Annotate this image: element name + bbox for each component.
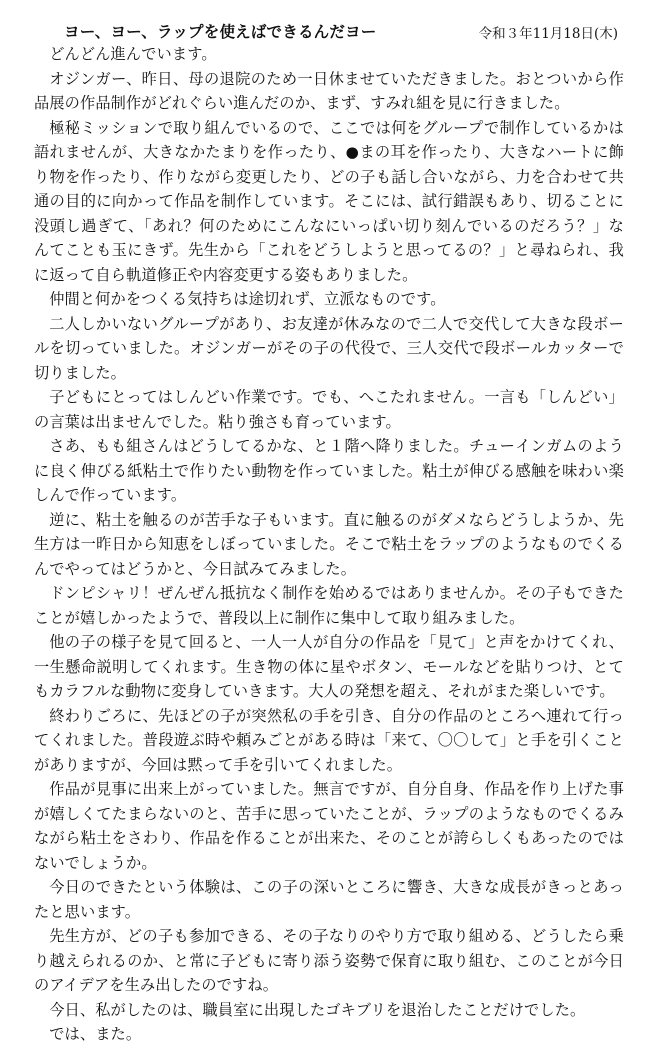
paragraph: 先生方が、どの子も参加できる、その子なりのやり方で取り組める、どうしたら乗り越えられるのか、と常に子どもに寄り添う姿勢で保育に取り組む、このことが今日のアイデアを生み出したのですね。 [34, 927, 624, 994]
paragraph: 終わりごろに、先ほどの子が突然私の手を引き、自分の作品のところへ連れて行ってくれました。普段遊ぶ時や頼みごとがある時は「来て、〇〇して」と手を引くことがありますが、今回は黙って手を引いてくれました。 [34, 706, 624, 774]
paragraph: 二人しかいないグループがあり、お友達が休みなので二人で交代して大きな段ボールを切っていました。オジンガーがその子の代役で、三人交代で段ボールカッターで切りました。 [34, 314, 624, 382]
document-body [34, 42, 624, 1047]
paragraph: 極秘ミッションで取り組んでいるので、ここでは何をグループで制作しているかは語れませんが、大きなかたまりを作ったり、●まの耳を作ったり、大きなハートに飾り物を作ったり、作りながら変更したり、どの子も話し合いながら、力を合わせて共通の目的に向かって作品を制作しています。そこには、試行錯誤もあり、切ることに没頭し過ぎて、「あれ？何のためにこんなにいっぱい切り刻んでいるのだろう？」なんてことも玉にきず。先生から「これをどうしようと思ってるの？」と尋ねられ、我に返って自ら軌道修正や内容変更する姿もありました。 [34, 118, 624, 284]
document-title: ヨー、ヨー、ラップを使えばできるんだヨー [64, 23, 377, 41]
paragraph: 今日のできたという体験は、この子の深いところに響き、大きな成長がきっとあったと思います。 [34, 878, 624, 921]
paragraph: オジンガー、昨日、母の退院のため一日休ませていただきました。おとついから作品展の作品制作がどれぐらい進んだのか、まず、すみれ組を見に行きました。 [34, 69, 624, 112]
paragraph: さあ、もも組さんはどうしてるかな、と１階へ降りました。チューインガムのように良く伸びる紙粘土で作りたい動物を作っていました。粘土が伸びる感触を味わい楽しんで作っています。 [34, 437, 624, 504]
paragraph: では、また。 [49, 1025, 142, 1043]
paragraph: 子どもにとってはしんどい作業です。でも、へこたれません。一言も「しんどい」の言葉は出ませんでした。粘り強さも育っています。 [34, 388, 624, 431]
paragraph: 今日、私がしたのは、職員室に出現したゴキブリを退治したことだけでした。 [49, 1000, 586, 1019]
document-date: 令和３年11月18日(木) [478, 26, 618, 42]
paragraph: 他の子の様子を見て回ると、一人一人が自分の作品を「見て」と声をかけてくれ、一生懸命説明してくれます。生き物の体に星やボタン、モールなどを貼りつけ、とてもカラフルな動物に変身していきます。大人の発想を超え、それがまた楽しいです。 [34, 633, 624, 700]
paragraph: 逆に、粘土を触るのが苦手な子もいます。直に触るのがダメならどうしようか、先生方は一昨日から知恵をしぼっていました。そこで粘土をラップのようなものでくるんでやってはどうかと、今日試みてみました。 [34, 510, 624, 578]
paragraph: 仲間と何かをつくる気持ちは途切れず、立派なものです。 [49, 290, 446, 308]
paragraph: ドンピシャリ！ぜんぜん抵抗なく制作を始めるではありませんか。その子もできたことが嬉しかったようで、普段以上に制作に集中して取り組みました。 [34, 584, 625, 627]
paragraph: どんどん進んでいます。 [49, 45, 217, 63]
paragraph: 作品が見事に出来上がっていました。無言ですが、自分自身、作品を作り上げた事が嬉しくてたまらないのと、苦手に思っていたことが、ラップのようなものでくるみながら粘土をさわり、作品を作ることが出来た、そのことが誇らしくもあったのではないでしょうか。 [34, 780, 624, 872]
document-header [34, 18, 624, 42]
